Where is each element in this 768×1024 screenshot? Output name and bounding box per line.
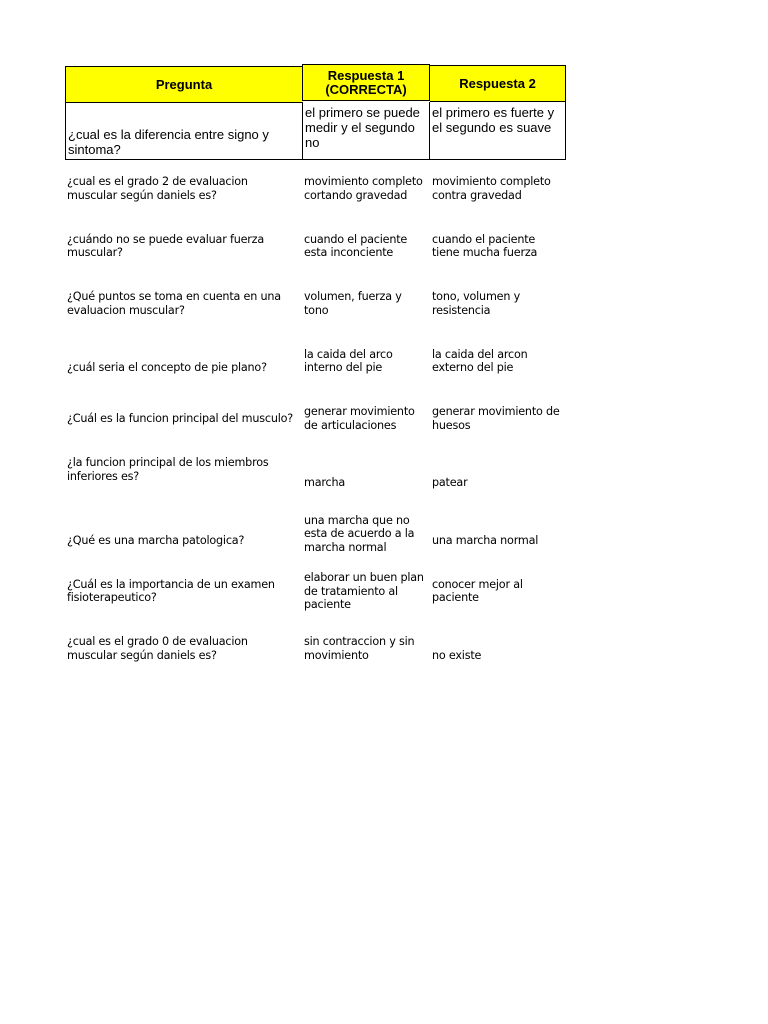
table-row (65, 218, 566, 276)
table-row (65, 390, 566, 448)
answer2-cell: una marcha normal (432, 533, 539, 547)
answer1-cell: generar movimiento de articulaciones (304, 405, 415, 432)
header-respuesta-2: Respuesta 2 (430, 65, 566, 102)
answer1-cell: el primero se puede medir y el segundo no (302, 102, 430, 160)
answer2-cell: la caida del arcon externo del pie (432, 347, 528, 375)
table-row (65, 160, 566, 218)
question-cell: ¿cual es la diferencia entre signo y sintoma? (65, 102, 302, 160)
answer1-cell: elaborar un buen plan de tratamiento al paciente (304, 571, 424, 611)
table-row (65, 620, 566, 678)
answer1-cell: una marcha que no esta de acuerdo a la marcha normal (304, 513, 415, 554)
header-respuesta-1: Respuesta 1 (CORRECTA) (302, 64, 430, 101)
answer2-cell: cuando el paciente tiene mucha fuerza (432, 232, 538, 260)
question-cell: ¿cual es el grado 2 de evaluacion muscular según daniels es? (67, 175, 248, 202)
table-row (65, 505, 566, 563)
header-pregunta: Pregunta (65, 66, 302, 103)
answer1-cell: cuando el paciente esta inconciente (304, 232, 408, 260)
answer1-cell: la caida del arco interno del pie (304, 347, 393, 375)
answer1-cell: sin contraccion y sin movimiento (304, 635, 415, 662)
question-cell: ¿Qué puntos se toma en cuenta en una evaluacion muscular? (67, 290, 281, 317)
table-row (65, 448, 566, 506)
quiz-table (65, 65, 566, 678)
answer2-cell: conocer mejor al paciente (432, 577, 523, 605)
answer2-cell: tono, volumen y resistencia (432, 290, 520, 317)
answer2-cell: movimiento completo contra gravedad (432, 175, 551, 202)
table-row (65, 102, 566, 160)
answer2-cell: no existe (432, 648, 482, 662)
answer2-cell: patear (432, 476, 468, 489)
question-cell: ¿la funcion principal de los miembros inferiores es? (67, 456, 269, 483)
table-row (65, 333, 566, 391)
question-cell: ¿cuál seria el concepto de pie plano? (67, 361, 267, 374)
header-row (65, 65, 566, 102)
answer1-cell: volumen, fuerza y tono (304, 290, 402, 317)
table-row (65, 275, 566, 333)
answer2-cell: el primero es fuerte y el segundo es suave (430, 102, 566, 160)
question-cell: ¿Cuál es la funcion principal del musculo? (67, 412, 293, 425)
table-row (65, 563, 566, 621)
question-cell: ¿cuándo no se puede evaluar fuerza muscular? (67, 232, 265, 260)
question-cell: ¿Qué es una marcha patologica? (67, 533, 245, 547)
answer1-cell: marcha (304, 476, 346, 489)
answer1-cell: movimiento completo cortando gravedad (304, 175, 423, 202)
question-cell: ¿Cuál es la importancia de un examen fisioterapeutico? (67, 577, 275, 605)
answer2-cell: generar movimiento de huesos (432, 405, 560, 432)
question-cell: ¿cual es el grado 0 de evaluacion muscular según daniels es? (67, 635, 248, 662)
